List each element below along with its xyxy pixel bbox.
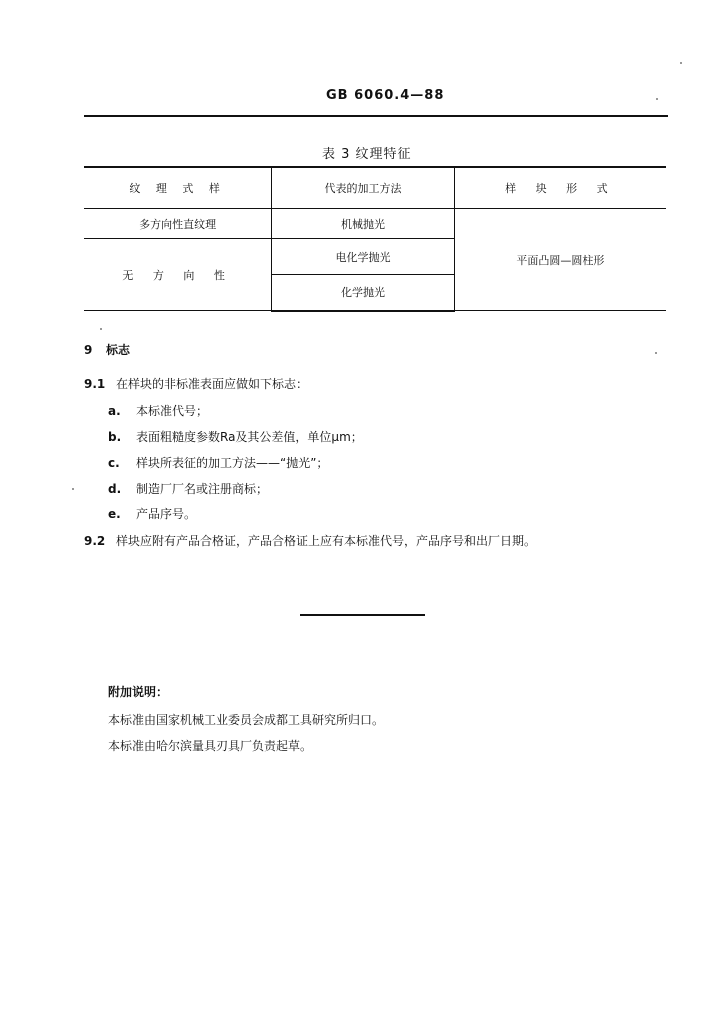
scan-speck [72,488,74,490]
pattern-cell: 多方向性直纹理 [84,209,272,239]
clause-number: 9.1 [84,377,106,391]
texture-table [84,166,666,312]
clause-text: 样块应附有产品合格证，产品合格证上应有本标准代号，产品序号和出厂日期。 [116,534,537,548]
notes-title: 附加说明： [108,685,169,699]
item-text: 本标准代号； [136,404,209,418]
item-text: 制造厂厂名或注册商标； [136,482,269,496]
section-number: 9 [84,343,93,357]
item-marker: c. [108,456,120,470]
item-marker: e. [108,507,121,521]
list-item [108,428,363,445]
item-marker: b. [108,430,122,444]
clause-number: 9.2 [84,534,106,548]
item-marker: a. [108,404,121,418]
list-item [108,402,208,419]
item-text: 表面粗糙度参数Ra及其公差值，单位μm； [136,430,363,444]
column-header-pattern: 纹 理 式 样 [84,167,272,209]
scan-speck [655,352,657,354]
column-header-shape: 样 块 形 式 [454,167,666,209]
item-text: 产品序号。 [136,507,197,521]
item-text: 样块所表征的加工方法——“抛光”； [136,456,329,470]
column-header-method: 代表的加工方法 [272,167,454,209]
method-cell: 机械抛光 [272,209,454,239]
scan-speck [680,62,682,64]
clause-9-1 [84,375,308,392]
list-item [108,454,328,471]
notes-line: 本标准由哈尔滨量具刃具厂负责起草。 [108,739,313,753]
end-rule [300,614,425,616]
section-heading [84,341,130,358]
table-caption: 表 3 纹理特征 [322,147,412,162]
section-title: 标志 [106,343,131,357]
standard-code: GB 6060.4—88 [326,88,445,103]
table-header-row [84,167,666,209]
clause-9-2 [84,532,536,549]
clause-text: 在样块的非标准表面应做如下标志： [116,377,309,391]
pattern-cell: 无 方 向 性 [84,239,272,311]
scan-speck [656,98,658,100]
method-cell: 电化学抛光 [272,239,454,275]
list-item [108,480,268,497]
header-rule [84,115,668,117]
shape-cell: 平面凸圆—圆柱形 [454,209,666,311]
method-cell: 化学抛光 [272,275,454,311]
list-item [108,505,196,522]
notes-line: 本标准由国家机械工业委员会成都工具研究所归口。 [108,713,385,727]
scan-speck [100,328,102,330]
item-marker: d. [108,482,122,496]
table-row [84,209,666,239]
